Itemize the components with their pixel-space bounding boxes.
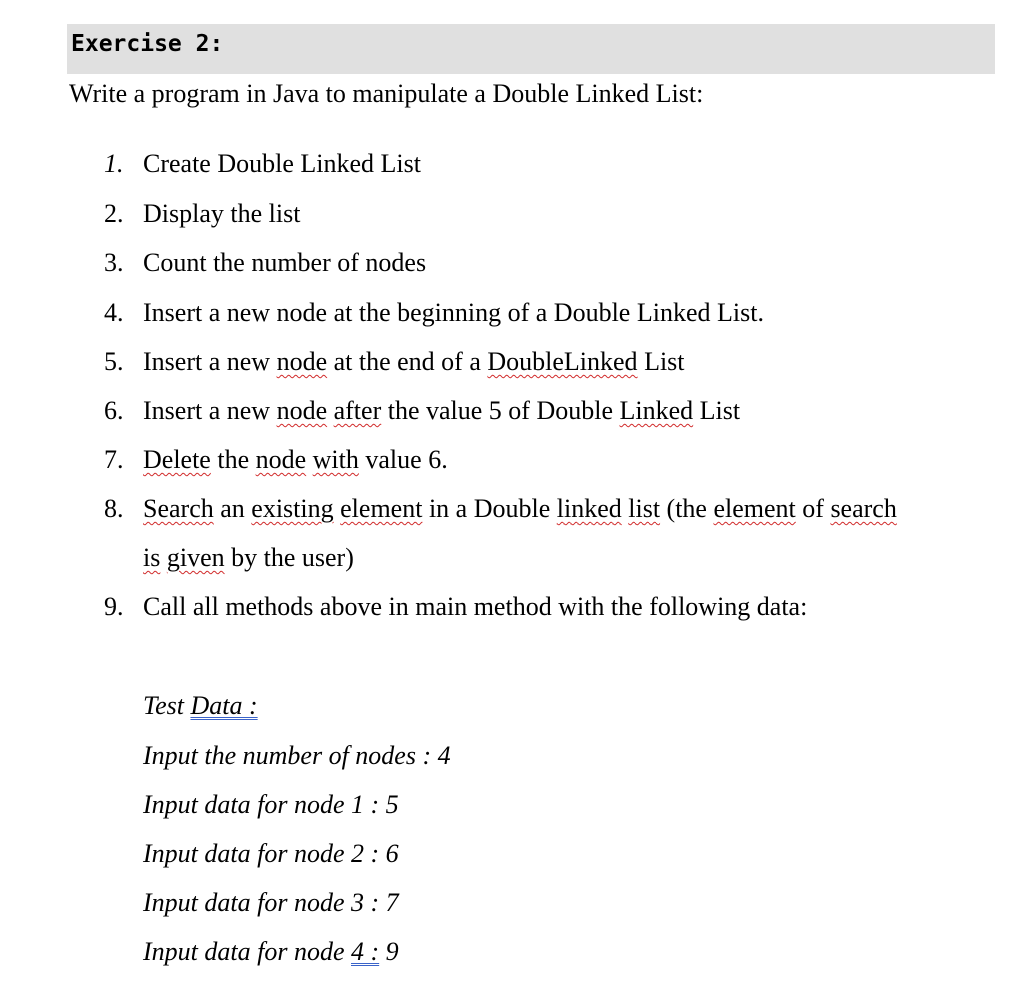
exercise-intro: Write a program in Java to manipulate a Double Linked List: [69,79,704,108]
task-text: in a Double [422,494,557,523]
task-text: an [213,494,252,523]
spellcheck-word[interactable]: after [333,396,382,425]
test-data-line [143,936,399,968]
test-data-line [143,789,399,821]
spellcheck-word[interactable]: node [255,445,307,474]
test-data-text: Input data for node [143,937,351,966]
task-text: List [637,347,685,376]
task-text: Call all methods above in main method with the following data: [143,592,808,621]
test-data-heading [143,690,258,722]
spellcheck-word[interactable]: Linked [619,396,694,425]
task-text: value 6. [358,445,448,474]
task-text: the [210,445,256,474]
task-item-2 [104,198,300,230]
task-number: 1. [104,149,124,178]
spellcheck-word[interactable]: element [713,494,796,523]
spellcheck-word[interactable]: list [628,494,661,523]
spellcheck-word[interactable]: node [276,396,328,425]
task-text: Display the list [143,199,301,228]
task-text: Create Double Linked List [143,149,421,178]
task-number: 6. [104,396,124,425]
task-item-8 [104,493,897,525]
task-text: Insert a new [143,396,277,425]
grammar-flagged-word[interactable]: Data : [190,691,258,720]
spellcheck-word[interactable]: with [312,445,359,474]
test-data-text: Input the number of nodes : 4 [143,741,451,770]
task-number: 8. [104,494,124,523]
task-text: by the user) [224,543,354,572]
test-data-text: 9 [379,937,399,966]
exercise-header [67,24,995,74]
task-text: (the [660,494,714,523]
task-item-1 [104,148,421,180]
test-data-heading-prefix: Test [143,691,191,720]
spellcheck-word[interactable]: search [830,494,897,523]
task-text: Insert a new [143,347,277,376]
spellcheck-word[interactable]: DoubleLinked [487,347,638,376]
exercise-title: Exercise 2: [71,31,224,57]
test-data-text: Input data for node 2 : 6 [143,839,399,868]
task-item-7 [104,444,448,476]
task-item-5 [104,346,685,378]
task-item-9 [104,591,807,623]
task-text: the value 5 of Double [381,396,620,425]
task-text: Count the number of nodes [143,248,427,277]
task-number: 5. [104,347,124,376]
spellcheck-word[interactable]: Delete [143,445,211,474]
task-number: 2. [104,199,124,228]
task-number: 3. [104,248,124,277]
task-text: List [693,396,741,425]
spellcheck-word[interactable]: Search [143,494,214,523]
test-data-line [143,838,399,870]
task-number: 7. [104,445,124,474]
spellcheck-word[interactable]: is [143,543,161,572]
task-item-6 [104,395,740,427]
spellcheck-word[interactable]: given [166,543,225,572]
task-item-4 [104,297,764,329]
spellcheck-word[interactable]: node [276,347,328,376]
grammar-flagged-word[interactable]: 4 : [351,937,380,966]
task-text: Insert a new node at the beginning of a Double Linked List. [143,298,764,327]
spellcheck-word[interactable]: linked [556,494,622,523]
test-data-line [143,740,451,772]
task-number: 9. [104,592,124,621]
task-item-3 [104,247,426,279]
test-data-text: Input data for node 1 : 5 [143,790,399,819]
test-data-line [143,887,399,919]
task-item-8-continuation [143,542,354,574]
task-text: of [795,494,831,523]
spellcheck-word[interactable]: existing [251,494,334,523]
spellcheck-word[interactable]: element [340,494,423,523]
task-number: 4. [104,298,124,327]
task-text: at the end of a [327,347,488,376]
test-data-text: Input data for node 3 : 7 [143,888,399,917]
